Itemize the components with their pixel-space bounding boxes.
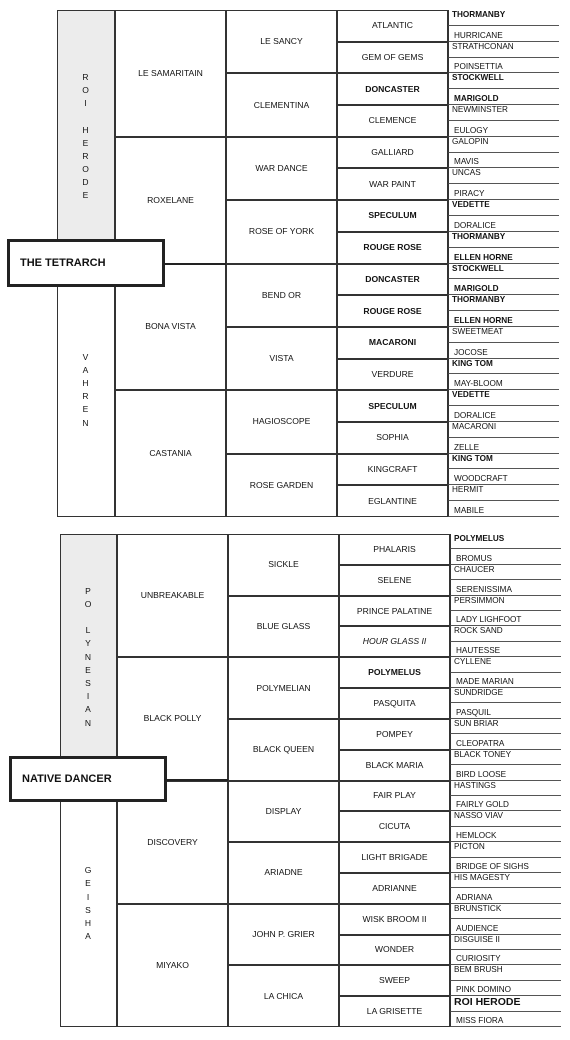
- sire-name-letter: N: [84, 651, 93, 662]
- ancestor-g5: HEMLOCK: [450, 827, 561, 842]
- ancestor-g5: STOCKWELL: [448, 264, 559, 280]
- ancestor-g5: CHAUCER: [450, 565, 561, 580]
- dam-name-letter: I: [86, 891, 91, 902]
- sire-name-letter: E: [82, 137, 90, 148]
- ancestor-g5: MABILE: [448, 501, 559, 517]
- dam-name-letter: A: [85, 931, 92, 942]
- ancestor-g3: LA CHICA: [228, 965, 339, 1027]
- subject-horse-name: NATIVE DANCER: [9, 756, 167, 802]
- ancestor-g2: UNBREAKABLE: [117, 534, 228, 657]
- ancestor-g5: LADY LIGHFOOT: [450, 611, 561, 626]
- dam-name-letter: H: [82, 378, 90, 389]
- ancestor-g5: HURRICANE: [448, 26, 559, 42]
- ancestor-g5: SERENISSIMA: [450, 580, 561, 595]
- ancestor-g5: STOCKWELL: [448, 73, 559, 89]
- ancestor-g4: MACARONI: [337, 327, 448, 359]
- ancestor-g4: POLYMELUS: [339, 657, 450, 688]
- connector-line: [165, 263, 226, 265]
- sire-name-letter: E: [85, 664, 92, 675]
- sire-name-letter: O: [82, 85, 90, 96]
- ancestor-g4: BLACK MARIA: [339, 750, 450, 781]
- ancestor-g4: POMPEY: [339, 719, 450, 750]
- ancestor-g5: KING TOM: [448, 359, 559, 375]
- ancestor-g2: DISCOVERY: [117, 781, 228, 904]
- ancestor-g3: CLEMENTINA: [226, 73, 337, 136]
- ancestor-g5: MACARONI: [448, 422, 559, 438]
- ancestor-g2: CASTANIA: [115, 390, 226, 517]
- ancestor-g5: SWEETMEAT: [448, 327, 559, 343]
- sire-name-letter: [87, 611, 90, 624]
- ancestor-g2: LE SAMARITAIN: [115, 10, 226, 137]
- ancestor-g5: THORMANBY: [448, 10, 559, 26]
- ancestor-g5: ADRIANA: [450, 888, 561, 903]
- ancestor-g4: WAR PAINT: [337, 168, 448, 200]
- sire-name-letter: R: [82, 150, 90, 161]
- ancestor-g4: SPECULUM: [337, 390, 448, 422]
- ancestor-g3: WAR DANCE: [226, 137, 337, 200]
- ancestor-g4: WISK BROOM II: [339, 904, 450, 935]
- ancestor-g5: THORMANBY: [448, 295, 559, 311]
- ancestor-g3: BLUE GLASS: [228, 596, 339, 658]
- ancestor-g5: CURIOSITY: [450, 950, 561, 965]
- dam-name-letter: E: [85, 878, 92, 889]
- ancestor-g5: MARIGOLD: [448, 89, 559, 105]
- ancestor-g5: DORALICE: [448, 406, 559, 422]
- ancestor-g2: BONA VISTA: [115, 264, 226, 391]
- ancestor-g5: NEWMINSTER: [448, 105, 559, 121]
- ancestor-g4: ADRIANNE: [339, 873, 450, 904]
- ancestor-g5: THORMANBY: [448, 232, 559, 248]
- ancestor-g4: GALLIARD: [337, 137, 448, 169]
- sire-name-letter: I: [84, 98, 88, 109]
- ancestor-g5: AUDIENCE: [450, 919, 561, 934]
- ancestor-g5: VEDETTE: [448, 390, 559, 406]
- ancestor-g5: SUNDRIDGE: [450, 688, 561, 703]
- ancestor-g5: BRIDGE OF SIGHS: [450, 858, 561, 873]
- ancestor-g4: CLEMENCE: [337, 105, 448, 137]
- dam-name-column: [60, 781, 117, 1028]
- subject-horse-name: THE TETRARCH: [7, 239, 165, 287]
- connector-line: [167, 779, 228, 781]
- ancestor-g4: GEM OF GEMS: [337, 42, 448, 74]
- ancestor-g5: POLYMELUS: [450, 534, 561, 549]
- ancestor-g5: ELLEN HORNE: [448, 248, 559, 264]
- ancestor-g5: DORALICE: [448, 216, 559, 232]
- ancestor-g5: BROMUS: [450, 549, 561, 564]
- ancestor-g3: DISPLAY: [228, 781, 339, 843]
- dam-name-letter: A: [82, 364, 90, 375]
- ancestor-g5: ELLEN HORNE: [448, 311, 559, 327]
- ancestor-g5: CYLLENE: [450, 657, 561, 672]
- dam-name-letter: V: [82, 351, 90, 362]
- ancestor-g5: PASQUIL: [450, 703, 561, 718]
- sire-name-letter: L: [85, 625, 92, 636]
- ancestor-g4: WONDER: [339, 935, 450, 966]
- sire-name-letter: [84, 110, 87, 123]
- ancestor-g5: MAY-BLOOM: [448, 374, 559, 390]
- ancestor-g5: MISS FIORA: [450, 1012, 561, 1027]
- sire-name-letter: R: [82, 71, 90, 82]
- ancestor-g5: MAVIS: [448, 153, 559, 169]
- ancestor-g5: UNCAS: [448, 168, 559, 184]
- ancestor-g4: SOPHIA: [337, 422, 448, 454]
- dam-name-letter: S: [85, 904, 92, 915]
- sire-name-column: [60, 534, 117, 781]
- ancestor-g3: HAGIOSCOPE: [226, 390, 337, 453]
- sire-name-letter: P: [85, 585, 92, 596]
- ancestor-g5: HASTINGS: [450, 781, 561, 796]
- ancestor-g4: SELENE: [339, 565, 450, 596]
- ancestor-g3: BLACK QUEEN: [228, 719, 339, 781]
- ancestor-g3: LE SANCY: [226, 10, 337, 73]
- dam-name-letter: H: [84, 917, 93, 928]
- ancestor-g5: MARIGOLD: [448, 279, 559, 295]
- ancestor-g5: ZELLE: [448, 438, 559, 454]
- ancestor-g5: HAUTESSE: [450, 642, 561, 657]
- ancestor-g5: ROI HERODE: [450, 996, 561, 1011]
- ancestor-g3: JOHN P. GRIER: [228, 904, 339, 966]
- sire-name-letter: O: [84, 598, 93, 609]
- ancestor-g4: ATLANTIC: [337, 10, 448, 42]
- sire-name-column: [57, 10, 115, 264]
- dam-name-letter: R: [82, 391, 90, 402]
- ancestor-g5: GALOPIN: [448, 137, 559, 153]
- ancestor-g3: ROSE OF YORK: [226, 200, 337, 263]
- ancestor-g5: PIRACY: [448, 184, 559, 200]
- ancestor-g5: SUN BRIAR: [450, 719, 561, 734]
- sire-name-letter: N: [84, 717, 93, 728]
- ancestor-g4: ROUGE ROSE: [337, 232, 448, 264]
- ancestor-g4: SWEEP: [339, 965, 450, 996]
- ancestor-g5: BRUNSTICK: [450, 904, 561, 919]
- ancestor-g4: LIGHT BRIGADE: [339, 842, 450, 873]
- dam-name-letter: E: [82, 404, 90, 415]
- ancestor-g5: VEDETTE: [448, 200, 559, 216]
- ancestor-g4: LA GRISETTE: [339, 996, 450, 1027]
- ancestor-g4: PASQUITA: [339, 688, 450, 719]
- ancestor-g5: NASSO VIAV: [450, 811, 561, 826]
- ancestor-g3: VISTA: [226, 327, 337, 390]
- ancestor-g5: HIS MAGESTY: [450, 873, 561, 888]
- ancestor-g3: POLYMELIAN: [228, 657, 339, 719]
- ancestor-g4: VERDURE: [337, 359, 448, 391]
- dam-name-column: [57, 264, 115, 518]
- ancestor-g5: BEM BRUSH: [450, 965, 561, 980]
- ancestor-g5: PICTON: [450, 842, 561, 857]
- ancestor-g5: WOODCRAFT: [448, 469, 559, 485]
- ancestor-g5: DISGUISE II: [450, 935, 561, 950]
- ancestor-g5: ROCK SAND: [450, 626, 561, 641]
- dam-name-letter: N: [82, 417, 90, 428]
- ancestor-g3: ARIADNE: [228, 842, 339, 904]
- ancestor-g2: MIYAKO: [117, 904, 228, 1027]
- sire-name-letter: Y: [85, 638, 92, 649]
- sire-name-letter: O: [82, 164, 90, 175]
- sire-name-letter: H: [82, 124, 90, 135]
- ancestor-g4: CICUTA: [339, 811, 450, 842]
- ancestor-g4: HOUR GLASS II: [339, 626, 450, 657]
- ancestor-g5: MADE MARIAN: [450, 673, 561, 688]
- ancestor-g5: EULOGY: [448, 121, 559, 137]
- ancestor-g5: CLEOPATRA: [450, 734, 561, 749]
- ancestor-g5: PINK DOMINO: [450, 981, 561, 996]
- ancestor-g2: BLACK POLLY: [117, 657, 228, 780]
- ancestor-g4: EGLANTINE: [337, 485, 448, 517]
- ancestor-g5: HERMIT: [448, 485, 559, 501]
- ancestor-g5: BIRD LOOSE: [450, 765, 561, 780]
- ancestor-g5: KING TOM: [448, 454, 559, 470]
- ancestor-g4: PHALARIS: [339, 534, 450, 565]
- sire-name-letter: I: [86, 691, 91, 702]
- sire-name-letter: A: [85, 704, 92, 715]
- dam-name-letter: G: [84, 865, 93, 876]
- ancestor-g3: ROSE GARDEN: [226, 454, 337, 517]
- ancestor-g4: DONCASTER: [337, 73, 448, 105]
- ancestor-g4: DONCASTER: [337, 264, 448, 296]
- ancestor-g4: PRINCE PALATINE: [339, 596, 450, 627]
- sire-name-letter: D: [82, 177, 90, 188]
- ancestor-g4: ROUGE ROSE: [337, 295, 448, 327]
- sire-name-letter: E: [82, 190, 90, 201]
- ancestor-g5: POINSETTIA: [448, 58, 559, 74]
- ancestor-g5: FAIRLY GOLD: [450, 796, 561, 811]
- ancestor-g5: BLACK TONEY: [450, 750, 561, 765]
- ancestor-g4: SPECULUM: [337, 200, 448, 232]
- ancestor-g5: JOCOSE: [448, 343, 559, 359]
- ancestor-g4: FAIR PLAY: [339, 781, 450, 812]
- sire-name-letter: S: [85, 678, 92, 688]
- ancestor-g4: KINGCRAFT: [337, 454, 448, 486]
- ancestor-g5: STRATHCONAN: [448, 42, 559, 58]
- ancestor-g3: BEND OR: [226, 264, 337, 327]
- ancestor-g3: SICKLE: [228, 534, 339, 596]
- ancestor-g5: PERSIMMON: [450, 596, 561, 611]
- ancestor-g2: ROXELANE: [115, 137, 226, 264]
